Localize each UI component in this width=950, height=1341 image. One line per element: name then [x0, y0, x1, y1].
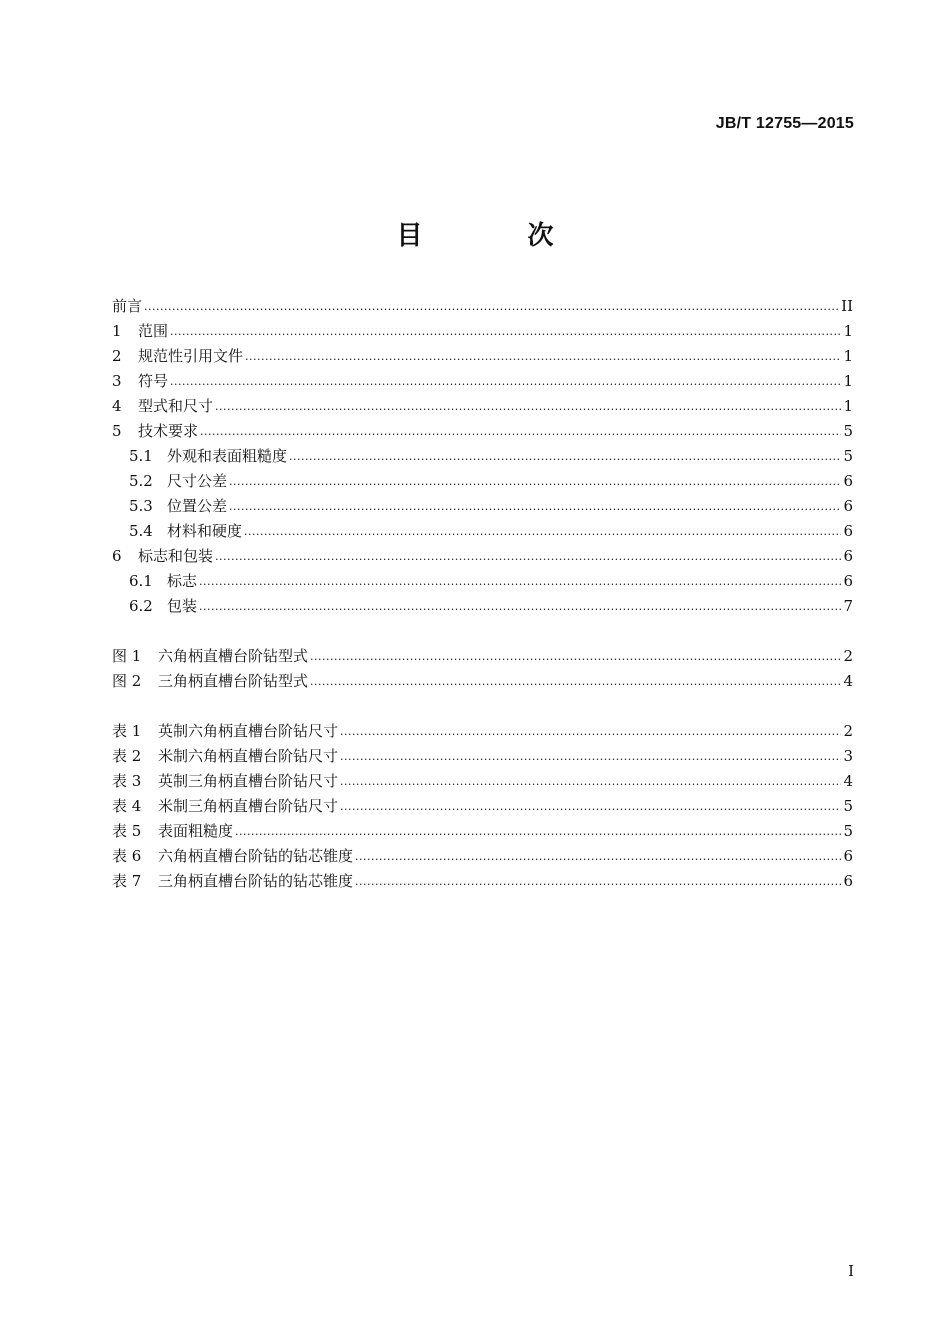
- dot-leader: [215, 394, 841, 419]
- toc-entry-label: 标志和包装: [138, 547, 214, 565]
- toc-entry[interactable]: [112, 719, 853, 744]
- toc-entry-page: 6: [843, 522, 853, 540]
- toc-entry[interactable]: [112, 669, 853, 694]
- toc-entry-page: II: [841, 297, 853, 315]
- toc-entry-label: 技术要求: [138, 422, 199, 440]
- toc-entry-heading: [112, 544, 213, 569]
- toc-entry-label: 米制六角柄直槽台阶钻尺寸: [158, 747, 339, 765]
- toc-entry-page: 5: [843, 797, 853, 815]
- toc-entry-label: 表面粗糙度: [158, 822, 234, 840]
- dot-leader: [229, 494, 841, 519]
- dot-leader: [199, 569, 841, 594]
- toc-entry-page: 3: [843, 747, 853, 765]
- toc-entry-page: 5: [843, 822, 853, 840]
- dot-leader: [310, 669, 841, 694]
- toc-sections: [112, 294, 853, 619]
- toc-entry-label: 英制三角柄直槽台阶钻尺寸: [158, 772, 339, 790]
- toc-entry-heading: [112, 419, 198, 444]
- toc-entry[interactable]: [112, 469, 853, 494]
- dot-leader: [340, 794, 841, 819]
- dot-leader: [215, 544, 841, 569]
- toc-entry[interactable]: [112, 794, 853, 819]
- dot-leader: [244, 519, 841, 544]
- toc-entry-label: 英制六角柄直槽台阶钻尺寸: [158, 722, 339, 740]
- toc-entry[interactable]: [112, 644, 853, 669]
- toc-entry-number: 表 4: [112, 797, 142, 815]
- toc-entry-number: 5.4: [129, 522, 153, 540]
- toc-entry-heading: [112, 719, 338, 744]
- toc-entry[interactable]: [112, 369, 853, 394]
- toc-entry-heading: [112, 319, 168, 344]
- toc-entry-page: 5: [843, 447, 853, 465]
- toc-tables: [112, 719, 853, 894]
- toc-entry-label: 六角柄直槽台阶钻的钻芯锥度: [158, 847, 354, 865]
- toc-entry-number: 5.1: [129, 447, 153, 465]
- toc-entry[interactable]: [112, 444, 853, 469]
- dot-leader: [340, 744, 841, 769]
- toc-entry[interactable]: [112, 319, 853, 344]
- dot-leader: [355, 844, 841, 869]
- toc-entry-page: 2: [843, 722, 853, 740]
- toc-entry-label: 三角柄直槽台阶钻型式: [158, 672, 309, 690]
- dot-leader: [289, 444, 841, 469]
- toc-entry-heading: [129, 569, 197, 594]
- toc-entry[interactable]: [112, 819, 853, 844]
- toc-entry-heading: [112, 369, 168, 394]
- dot-leader: [170, 319, 841, 344]
- toc-entry-label: 符号: [138, 372, 169, 390]
- toc-entry-heading: [129, 519, 242, 544]
- dot-leader: [355, 869, 841, 894]
- toc-entry-label: 三角柄直槽台阶钻的钻芯锥度: [158, 872, 354, 890]
- dot-leader: [340, 719, 841, 744]
- standard-code: JB/T 12755—2015: [715, 115, 854, 132]
- toc-entry-page: 6: [843, 547, 853, 565]
- toc-entry-heading: [112, 844, 353, 869]
- toc-entry-number: 5: [112, 422, 122, 440]
- toc-entry-heading: [112, 344, 243, 369]
- toc-entry-heading: [112, 769, 338, 794]
- toc-entry-page: 7: [843, 597, 853, 615]
- toc-entry-number: 6: [112, 547, 122, 565]
- toc-entry-number: 6.2: [129, 597, 153, 615]
- toc-entry-label: 包装: [167, 597, 198, 615]
- toc-entry-label: 前言: [112, 297, 143, 315]
- toc-entry[interactable]: [112, 494, 853, 519]
- dot-leader: [144, 294, 839, 319]
- toc-entry-heading: [129, 494, 227, 519]
- toc-entry-number: 表 1: [112, 722, 142, 740]
- toc-entry[interactable]: [112, 394, 853, 419]
- toc-entry-page: 1: [843, 397, 853, 415]
- toc-entry-page: 1: [843, 372, 853, 390]
- toc-entry-page: 6: [843, 847, 853, 865]
- toc-entry[interactable]: [112, 294, 853, 319]
- toc-entry-heading: [129, 594, 197, 619]
- toc-entry[interactable]: [112, 419, 853, 444]
- toc-entry-label: 外观和表面粗糙度: [167, 447, 288, 465]
- page-title: 目 次: [396, 221, 602, 251]
- toc-entry-number: 表 3: [112, 772, 142, 790]
- dot-leader: [340, 769, 841, 794]
- toc-entry-page: 2: [843, 647, 853, 665]
- toc-entry-heading: [112, 819, 233, 844]
- toc-entry-number: 表 5: [112, 822, 142, 840]
- toc-entry-label: 位置公差: [167, 497, 228, 515]
- dot-leader: [229, 469, 841, 494]
- toc-entry-number: 图 2: [112, 672, 142, 690]
- toc-entry-number: 表 2: [112, 747, 142, 765]
- dot-leader: [200, 419, 841, 444]
- toc-entry-page: 6: [843, 472, 853, 490]
- toc-entry-page: 1: [843, 322, 853, 340]
- toc-entry-number: 1: [112, 322, 122, 340]
- page-number: I: [848, 1262, 854, 1280]
- toc-entry-number: 图 1: [112, 647, 142, 665]
- toc-entry[interactable]: [112, 519, 853, 544]
- toc-entry-number: 5.3: [129, 497, 153, 515]
- toc-entry-number: 3: [112, 372, 122, 390]
- toc-entry[interactable]: [112, 594, 853, 619]
- toc-entry-heading: [112, 294, 142, 319]
- toc-entry-number: 4: [112, 397, 122, 415]
- toc-entry[interactable]: [112, 869, 853, 894]
- toc-entry-heading: [112, 794, 338, 819]
- toc-entry-page: 6: [843, 872, 853, 890]
- toc-entry[interactable]: [112, 844, 853, 869]
- dot-leader: [170, 369, 841, 394]
- toc-entry-number: 表 7: [112, 872, 142, 890]
- toc-entry[interactable]: [112, 544, 853, 569]
- toc-entry-number: 6.1: [129, 572, 153, 590]
- toc-entry[interactable]: [112, 569, 853, 594]
- dot-leader: [245, 344, 841, 369]
- toc-entry-heading: [129, 444, 287, 469]
- toc-entry-number: 2: [112, 347, 122, 365]
- toc-entry-number: 5.2: [129, 472, 153, 490]
- toc-entry-label: 米制三角柄直槽台阶钻尺寸: [158, 797, 339, 815]
- dot-leader: [310, 644, 841, 669]
- toc-entry[interactable]: [112, 344, 853, 369]
- dot-leader: [235, 819, 841, 844]
- toc-entry-page: 4: [843, 672, 853, 690]
- toc-entry-label: 范围: [138, 322, 169, 340]
- toc-entry-heading: [112, 744, 338, 769]
- toc-entry-label: 规范性引用文件: [138, 347, 244, 365]
- toc-entry-heading: [112, 869, 353, 894]
- toc-entry-page: 4: [843, 772, 853, 790]
- toc-entry-number: 表 6: [112, 847, 142, 865]
- toc-entry-heading: [112, 644, 308, 669]
- dot-leader: [199, 594, 841, 619]
- toc-entry-label: 六角柄直槽台阶钻型式: [158, 647, 309, 665]
- toc-entry-page: 5: [843, 422, 853, 440]
- toc-entry-page: 1: [843, 347, 853, 365]
- toc-entry-page: 6: [843, 497, 853, 515]
- table-of-contents: [112, 294, 853, 894]
- toc-entry-heading: [112, 669, 308, 694]
- toc-entry-label: 型式和尺寸: [138, 397, 214, 415]
- toc-entry-page: 6: [843, 572, 853, 590]
- toc-entry-heading: [112, 394, 213, 419]
- toc-entry-label: 材料和硬度: [167, 522, 243, 540]
- toc-entry[interactable]: [112, 744, 853, 769]
- toc-entry[interactable]: [112, 769, 853, 794]
- toc-entry-label: 标志: [167, 572, 198, 590]
- toc-entry-heading: [129, 469, 227, 494]
- toc-entry-label: 尺寸公差: [167, 472, 228, 490]
- toc-figures: [112, 644, 853, 694]
